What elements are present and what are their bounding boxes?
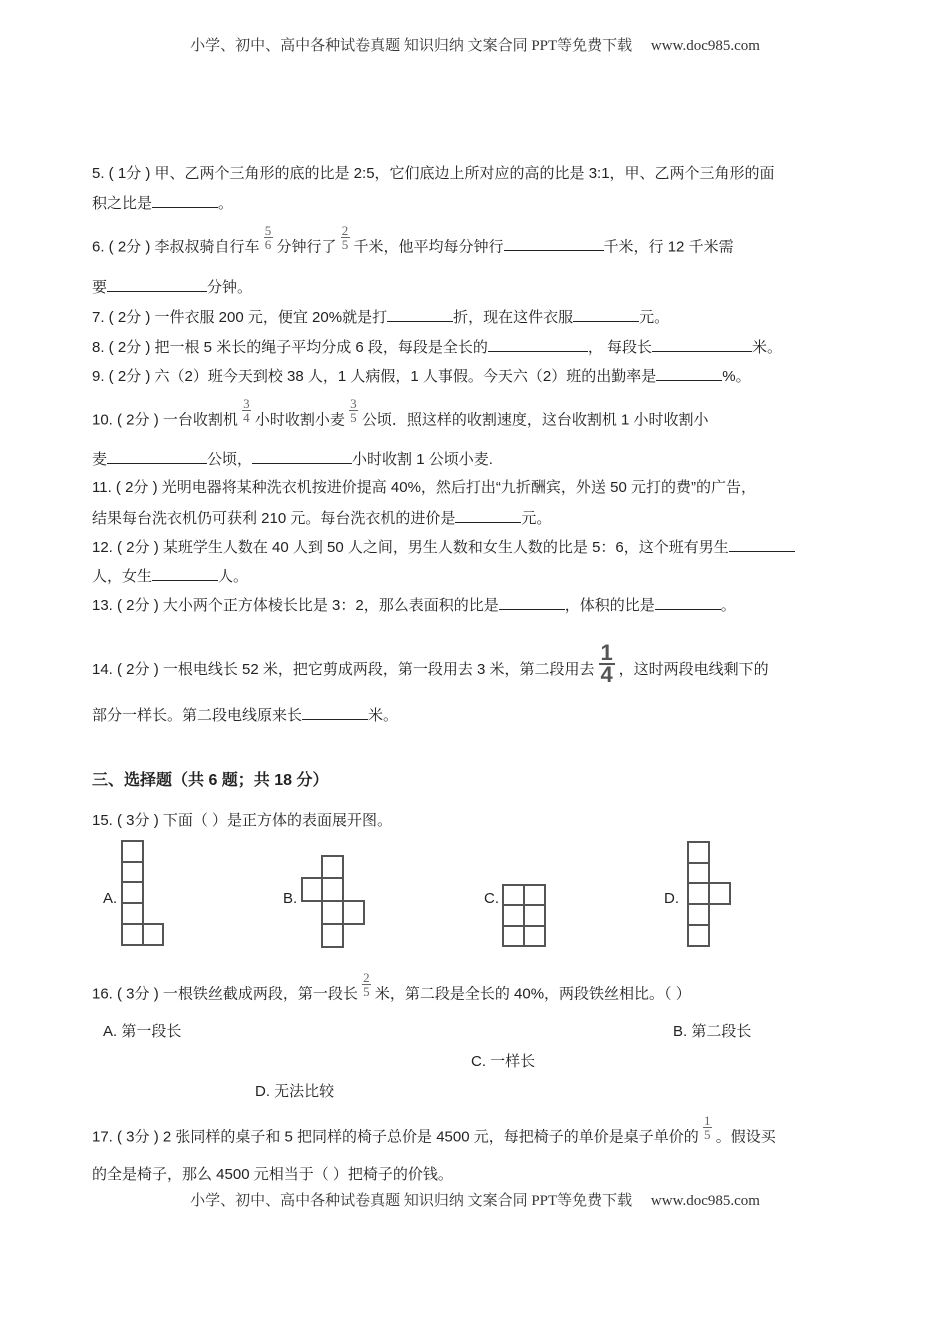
- net-b: [302, 856, 364, 947]
- section-heading: 三、选择题（共 6 题；共 18 分）: [92, 772, 329, 789]
- text: 7. ( 2分 ) 一件衣服 200 元，便宜 20%就是打: [92, 309, 388, 326]
- text: ，这时两段电线剩下的: [618, 660, 769, 678]
- text: 米。: [368, 707, 399, 724]
- option-d[interactable]: D.: [664, 890, 679, 907]
- text: 9. ( 2分 ) 六（2）班今天到校 38 人，1 人病假，1 人事假。今天六（2）班的出勤率是: [92, 368, 657, 385]
- text: 13. ( 2分 ) 大小两个正方体棱长比是 3：2，那么表面积的比是: [92, 597, 499, 614]
- fraction: [362, 971, 371, 998]
- text: 17. ( 3分 ) 2 张同样的桌子和 5 把同样的椅子总价是 4500 元，每把椅子的单价是桌子单价的: [92, 1128, 699, 1146]
- footer-url: www.doc985.com: [650, 1193, 760, 1209]
- text: 部分一样长。第二段电线原来长: [92, 707, 303, 724]
- text: 人。: [218, 568, 249, 585]
- text: 千米，他平均每分钟行: [353, 238, 504, 256]
- text: 人，女生: [92, 568, 153, 585]
- text: 分钟。: [207, 279, 253, 296]
- page-footer: [0, 1189, 950, 1210]
- denominator: 5: [341, 237, 349, 252]
- net-c: [503, 885, 545, 946]
- text: 。假设买: [715, 1128, 776, 1146]
- text: 8. ( 2分 ) 把一根 5 米长的绳子平均分成 6 段，每段是全长的: [92, 339, 488, 356]
- text: 元。: [639, 309, 670, 326]
- text: 小时收割小麦: [254, 411, 345, 429]
- denominator: 6: [264, 237, 272, 252]
- denominator: 5: [363, 984, 370, 999]
- q17-line2: 的全是椅子，那么 4500 元相当于（ ）把椅子的价钱。: [92, 1166, 453, 1183]
- text: 14. ( 2分 ) 一根电线长 52 米，把它剪成两段，第一段用去 3 米，第二段用去: [92, 660, 595, 678]
- q5-line1: 5. ( 1分 ) 甲、乙两个三角形的底的比是 2:5，它们底边上所对应的高的比是 3:1，甲、乙两个三角形的面: [92, 165, 775, 182]
- text: 折，现在这件衣服: [453, 309, 574, 326]
- option-a[interactable]: A. 第一段长: [103, 1023, 182, 1040]
- text: 积之比是: [92, 195, 153, 212]
- text: 米，第二段是全长的 40%，两段铁丝相比。（ ）: [374, 985, 691, 1003]
- text: %。: [722, 368, 751, 385]
- text: ，体积的比是: [564, 597, 655, 614]
- text: 结果每台洗衣机仍可获利 210 元。每台洗衣机的进价是: [92, 510, 456, 527]
- option-c[interactable]: C. 一样长: [471, 1053, 536, 1070]
- option-b[interactable]: B.: [283, 890, 298, 907]
- text: 12. ( 2分 ) 某班学生人数在 40 人到 50 人之间，男生人数和女生人数的比是 5：6，这个班有男生: [92, 539, 729, 556]
- text: 16. ( 3分 ) 一根铁丝截成两段，第一段长: [92, 985, 358, 1003]
- numerator: 5: [264, 223, 272, 238]
- text: 。: [720, 597, 736, 614]
- numerator: 1: [704, 1113, 711, 1128]
- text: 米。: [752, 339, 783, 356]
- text: 千米，行 12 千米需: [603, 238, 734, 256]
- header-url: www.doc985.com: [650, 38, 760, 54]
- footer-text: 小学、初中、高中各种试卷真题 知识归纳 文案合同 PPT等免费下载: [190, 1193, 633, 1209]
- numerator: 3: [350, 396, 357, 411]
- denominator: 5: [350, 410, 357, 425]
- option-c[interactable]: C.: [484, 890, 499, 907]
- q16: [92, 970, 691, 1008]
- numerator: 2: [341, 223, 349, 238]
- net-a: [122, 841, 163, 945]
- numerator: 2: [363, 970, 370, 985]
- denominator: 4: [600, 662, 613, 687]
- denominator: 5: [704, 1127, 711, 1142]
- option-a[interactable]: A.: [103, 890, 118, 907]
- fraction: [703, 1114, 712, 1141]
- text: 分钟行了: [276, 238, 337, 256]
- header-text: 小学、初中、高中各种试卷真题 知识归纳 文案合同 PPT等免费下载: [190, 38, 633, 54]
- text: 10. ( 2分 ) 一台收割机: [92, 411, 238, 429]
- q15: 15. ( 3分 ) 下面（ ）是正方体的表面展开图。: [92, 812, 393, 829]
- q11-line1: 11. ( 2分 ) 光明电器将某种洗衣机按进价提高 40%，然后打出“九折酬宾，外送 50 元打的费”的广告，: [92, 479, 756, 496]
- numerator: 1: [600, 640, 613, 665]
- text: 6. ( 2分 ) 李叔叔骑自行车: [92, 238, 260, 256]
- numerator: 3: [243, 396, 250, 411]
- text: 公顷．照这样的收割速度，这台收割机 1 小时收割小: [361, 411, 709, 429]
- option-d[interactable]: D. 无法比较: [255, 1083, 335, 1100]
- denominator: 4: [243, 410, 250, 425]
- text: 麦: [92, 451, 108, 468]
- text: 要: [92, 279, 108, 296]
- option-b[interactable]: B. 第二段长: [673, 1023, 752, 1040]
- text: 公顷，: [207, 451, 253, 468]
- q17-line1: [92, 1113, 776, 1151]
- text: ， 每段长: [587, 339, 653, 356]
- text: 。: [218, 195, 234, 212]
- text: 小时收割 1 公顷小麦.: [352, 451, 493, 468]
- net-d: [688, 842, 730, 946]
- text: 元。: [521, 510, 552, 527]
